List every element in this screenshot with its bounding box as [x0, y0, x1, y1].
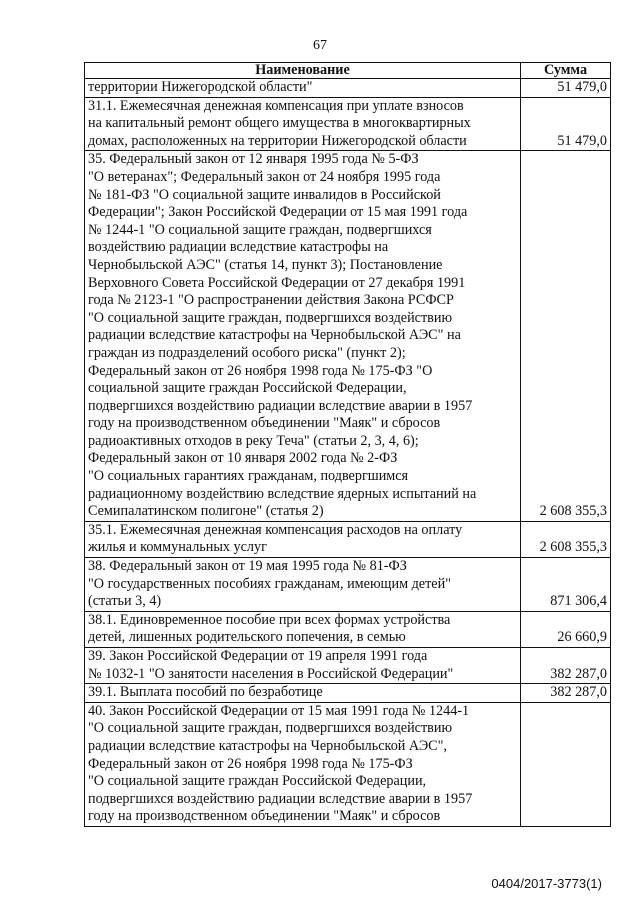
item-sum-cell: 382 287,0	[521, 648, 611, 684]
item-name-line: года № 2123-1 "О распространении действия Закона РСФСР	[88, 292, 454, 309]
item-name-line: Федеральный закон от 26 ноября 1998 года № 175-ФЗ "О	[88, 362, 433, 379]
item-name-cell	[85, 648, 521, 684]
column-header-name: Наименование	[85, 63, 521, 79]
item-name-cell	[85, 151, 521, 521]
column-header-sum: Сумма	[521, 63, 611, 79]
item-name-line: 35. Федеральный закон от 12 января 1995 года № 5-ФЗ	[88, 151, 419, 168]
page-number: 67	[313, 38, 327, 53]
table-row	[85, 97, 611, 151]
budget-table	[84, 62, 611, 827]
item-sum-cell: 871 306,4	[521, 558, 611, 612]
item-name-line: радиации вследствие катастрофы на Чернобыльской АЭС",	[88, 737, 447, 754]
item-name-line: № 181-ФЗ "О социальной защите инвалидов в Российской	[88, 186, 441, 203]
item-name-line: подвергшихся воздействию радиации вследствие аварии в 1957	[88, 790, 473, 807]
item-name-line: 31.1. Ежемесячная денежная компенсация при уплате взносов	[88, 97, 464, 114]
item-name-line: радиации вследствие катастрофы на Чернобыльской АЭС" на	[88, 327, 461, 344]
table-row	[85, 521, 611, 557]
item-name-line: Семипалатинском полигоне" (статья 2)	[88, 503, 324, 520]
item-name-cell	[85, 611, 521, 647]
item-name-line: подвергшихся воздействию радиации вследствие аварии в 1957	[88, 397, 473, 414]
table-body	[85, 79, 611, 827]
table-row	[85, 151, 611, 521]
item-name-line: "О социальной защите граждан, подвергшихся воздействию	[88, 309, 453, 326]
item-name-line: домах, расположенных на территории Нижегородской области	[88, 132, 467, 149]
item-name-line: 39. Закон Российской Федерации от 19 апреля 1991 года	[88, 648, 428, 664]
item-name-cell	[85, 558, 521, 612]
item-sum-cell: 51 479,0	[521, 79, 611, 98]
table-header-row	[85, 63, 611, 79]
item-name-line: социальной защите граждан Российской Федерации,	[88, 380, 407, 397]
item-name-line: 35.1. Ежемесячная денежная компенсация расходов на оплату	[88, 521, 463, 538]
item-name-line: Чернобыльской АЭС" (статья 14, пункт 3); Постановление	[88, 256, 443, 273]
table-row	[85, 648, 611, 684]
item-name-line: детей, лишенных родительского попечения, в семью	[88, 629, 406, 646]
item-name-line: "О социальных гарантиях гражданам, подвергшимся	[88, 468, 409, 485]
item-name-line: на капитальный ремонт общего имущества в многоквартирных	[88, 115, 471, 132]
item-name-line: территории Нижегородской области"	[88, 79, 313, 95]
item-name-line: "О ветеранах"; Федеральный закон от 24 ноября 1995 года	[88, 168, 441, 185]
item-name-line: 40. Закон Российской Федерации от 15 мая 1991 года № 1244-1	[88, 702, 470, 719]
item-name-line: году на производственном объединении "Маяк" и сбросов	[88, 415, 441, 432]
item-name-line: Федеральный закон от 10 января 2002 года № 2-ФЗ	[88, 450, 398, 467]
item-name-line: году на производственном объединении "Маяк" и сбросов	[88, 808, 441, 825]
item-sum-cell: 2 608 355,3	[521, 521, 611, 557]
item-name-line: Федеральный закон от 26 ноября 1998 года № 175-ФЗ	[88, 755, 413, 772]
item-name-line: радиационному воздействию вследствие ядерных испытаний на	[88, 485, 477, 502]
item-name-line: № 1032-1 "О занятости населения в Российской Федерации"	[88, 665, 454, 682]
item-sum-cell: 51 479,0	[521, 97, 611, 151]
item-name-cell	[85, 79, 521, 98]
item-sum-cell: 382 287,0	[521, 684, 611, 703]
item-name-cell	[85, 97, 521, 151]
item-sum-cell	[521, 702, 611, 826]
item-name-line: Федерации"; Закон Российской Федерации от 15 мая 1991 года	[88, 204, 468, 221]
table-row	[85, 611, 611, 647]
item-name-line: радиоактивных отходов в реку Теча" (статьи 2, 3, 4, 6);	[88, 432, 419, 449]
item-name-line: 38.1. Единовременное пособие при всех формах устройства	[88, 611, 451, 628]
item-name-line: "О социальной защите граждан Российской Федерации,	[88, 773, 427, 790]
document-code: 0404/2017-3773(1)	[491, 876, 602, 891]
item-name-line: № 1244-1 "О социальной защите граждан, подвергшихся	[88, 221, 432, 238]
table-row	[85, 702, 611, 826]
item-name-line: 39.1. Выплата пособий по безработице	[88, 684, 323, 701]
table-row	[85, 684, 611, 703]
item-name-line: Верховного Совета Российской Федерации от 27 декабря 1991	[88, 274, 466, 291]
item-name-cell	[85, 521, 521, 557]
item-name-line: "О государственных пособиях гражданам, имеющим детей"	[88, 575, 451, 592]
item-name-line: 38. Федеральный закон от 19 мая 1995 года № 81-ФЗ	[88, 558, 407, 575]
item-name-cell	[85, 684, 521, 703]
item-sum-cell: 26 660,9	[521, 611, 611, 647]
table-row	[85, 79, 611, 98]
item-name-cell	[85, 702, 521, 826]
item-sum-cell: 2 608 355,3	[521, 151, 611, 521]
item-name-line: граждан из подразделений особого риска" (пункт 2);	[88, 344, 406, 361]
item-name-line: воздействию радиации вследствие катастрофы на	[88, 239, 389, 256]
item-name-line: (статьи 3, 4)	[88, 593, 162, 610]
item-name-line: жилья и коммунальных услуг	[88, 539, 267, 556]
table-row	[85, 558, 611, 612]
item-name-line: "О социальной защите граждан, подвергшихся воздействию	[88, 720, 453, 737]
